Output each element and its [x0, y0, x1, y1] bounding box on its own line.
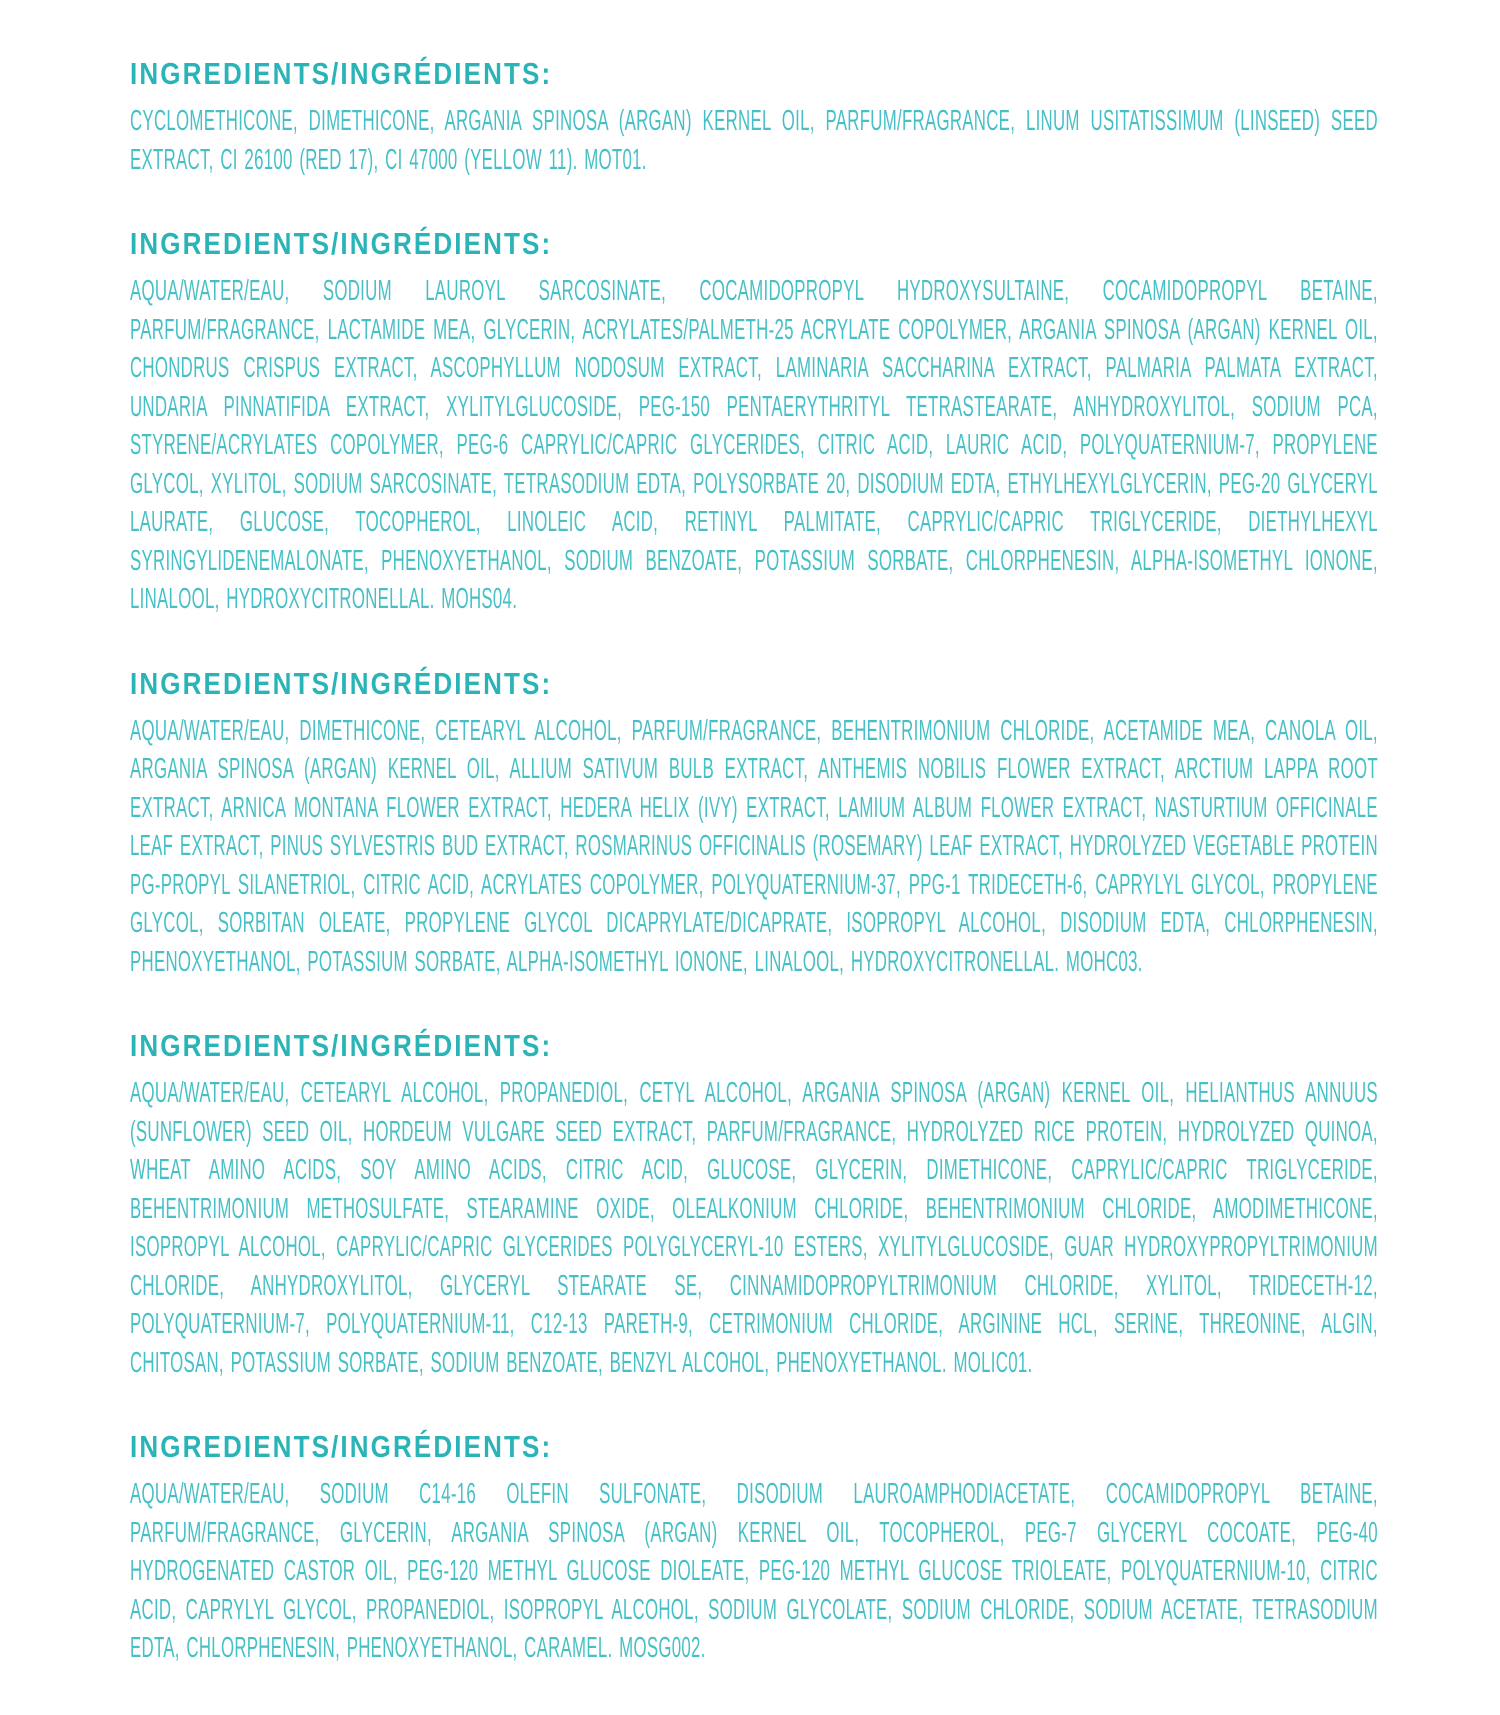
ingredients-section-1	[130, 56, 1378, 179]
ingredients-section-3	[130, 666, 1378, 982]
ingredients-text: AQUA/WATER/EAU, CETEARYL ALCOHOL, PROPANEDIOL, CETYL ALCOHOL, ARGANIA SPINOSA (ARGAN) KERNEL OIL, HELIANTHUS ANNUUS (SUNFLOWER) SEED OIL, HORDEUM VULGARE SEED EXTRACT, PARFUM/FRAGRANCE, HYDROLYZED RICE PROTEIN, HYDROLYZED QUINOA, WHEAT AMINO ACIDS, SOY AMINO ACIDS, CITRIC ACID, GLUCOSE, GLYCERIN, DIMETHICONE, CAPRYLIC/CAPRIC TRIGLYCERIDE, BEHENTRIMONIUM METHOSULFATE, STEARAMINE OXIDE, OLEALKONIUM CHLORIDE, BEHENTRIMONIUM CHLORIDE, AMODIMETHICONE, ISOPROPYL ALCOHOL, CAPRYLIC/CAPRIC GLYCERIDES POLYGLYCERYL-10 ESTERS, XYLITYLGLUCOSIDE, GUAR HYDROXYPROPYLTRIMONIUM CHLORIDE, ANHYDROXYLITOL, GLYCERYL STEARATE SE, CINNAMIDOPROPYLTRIMONIUM CHLORIDE, XYLITOL, TRIDECETH-12, POLYQUATERNIUM-7, POLYQUATERNIUM-11, C12-13 PARETH-9, CETRIMONIUM CHLORIDE, ARGININE HCL, SERINE, THREONINE, ALGIN, CHITOSAN, POTASSIUM SORBATE, SODIUM BENZOATE, BENZYL ALCOHOL, PHENOXYETHANOL. MOLIC01.	[130, 1077, 1378, 1379]
ingredients-section-2	[130, 226, 1378, 619]
section-heading: INGREDIENTS/INGRÉDIENTS:	[130, 56, 553, 91]
ingredients-label	[130, 56, 1378, 1715]
section-heading: INGREDIENTS/INGRÉDIENTS:	[130, 1429, 553, 1464]
ingredients-text: AQUA/WATER/EAU, SODIUM LAUROYL SARCOSINATE, COCAMIDOPROPYL HYDROXYSULTAINE, COCAMIDOPROPYL BETAINE, PARFUM/FRAGRANCE, LACTAMIDE MEA, GLYCERIN, ACRYLATES/PALMETH-25 ACRYLATE COPOLYMER, ARGANIA SPINOSA (ARGAN) KERNEL OIL, CHONDRUS CRISPUS EXTRACT, ASCOPHYLLUM NODOSUM EXTRACT, LAMINARIA SACCHARINA EXTRACT, PALMARIA PALMATA EXTRACT, UNDARIA PINNATIFIDA EXTRACT, XYLITYLGLUCOSIDE, PEG-150 PENTAERYTHRITYL TETRASTEARATE, ANHYDROXYLITOL, SODIUM PCA, STYRENE/ACRYLATES COPOLYMER, PEG-6 CAPRYLIC/CAPRIC GLYCERIDES, CITRIC ACID, LAURIC ACID, POLYQUATERNIUM-7, PROPYLENE GLYCOL, XYLITOL, SODIUM SARCOSINATE, TETRASODIUM EDTA, POLYSORBATE 20, DISODIUM EDTA, ETHYLHEXYLGLYCERIN, PEG-20 GLYCERYL LAURATE, GLUCOSE, TOCOPHEROL, LINOLEIC ACID, RETINYL PALMITATE, CAPRYLIC/CAPRIC TRIGLYCERIDE, DIETHYLHEXYL SYRINGYLIDENEMALONATE, PHENOXYETHANOL, SODIUM BENZOATE, POTASSIUM SORBATE, CHLORPHENESIN, ALPHA-ISOMETHYL IONONE, LINALOOL, HYDROXYCITRONELLAL. MOHS04.	[130, 275, 1378, 615]
ingredients-section-5	[130, 1429, 1378, 1668]
ingredients-section-4	[130, 1028, 1378, 1382]
section-heading: INGREDIENTS/INGRÉDIENTS:	[130, 665, 553, 701]
section-heading: INGREDIENTS/INGRÉDIENTS:	[130, 1028, 553, 1063]
ingredients-text: AQUA/WATER/EAU, DIMETHICONE, CETEARYL ALCOHOL, PARFUM/FRAGRANCE, BEHENTRIMONIUM CHLORIDE, ACETAMIDE MEA, CANOLA OIL, ARGANIA SPINOSA (ARGAN) KERNEL OIL, ALLIUM SATIVUM BULB EXTRACT, ANTHEMIS NOBILIS FLOWER EXTRACT, ARCTIUM LAPPA ROOT EXTRACT, ARNICA MONTANA FLOWER EXTRACT, HEDERA HELIX (IVY) EXTRACT, LAMIUM ALBUM FLOWER EXTRACT, NASTURTIUM OFFICINALE LEAF EXTRACT, PINUS SYLVESTRIS BUD EXTRACT, ROSMARINUS OFFICINALIS (ROSEMARY) LEAF EXTRACT, HYDROLYZED VEGETABLE PROTEIN PG-PROPYL SILANETRIOL, CITRIC ACID, ACRYLATES COPOLYMER, POLYQUATERNIUM-37, PPG-1 TRIDECETH-6, CAPRYLYL GLYCOL, PROPYLENE GLYCOL, SORBITAN OLEATE, PROPYLENE GLYCOL DICAPRYLATE/DICAPRATE, ISOPROPYL ALCOHOL, DISODIUM EDTA, CHLORPHENESIN, PHENOXYETHANOL, POTASSIUM SORBATE, ALPHA-ISOMETHYL IONONE, LINALOOL, HYDROXYCITRONELLAL. MOHC03.	[130, 714, 1378, 978]
ingredients-text: AQUA/WATER/EAU, SODIUM C14-16 OLEFIN SULFONATE, DISODIUM LAUROAMPHODIACETATE, COCAMIDOPROPYL BETAINE, PARFUM/FRAGRANCE, GLYCERIN, ARGANIA SPINOSA (ARGAN) KERNEL OIL, TOCOPHEROL, PEG-7 GLYCERYL COCOATE, PEG-40 HYDROGENATED CASTOR OIL, PEG-120 METHYL GLUCOSE DIOLEATE, PEG-120 METHYL GLUCOSE TRIOLEATE, POLYQUATERNIUM-10, CITRIC ACID, CAPRYLYL GLYCOL, PROPANEDIOL, ISOPROPYL ALCOHOL, SODIUM GLYCOLATE, SODIUM CHLORIDE, SODIUM ACETATE, TETRASODIUM EDTA, CHLORPHENESIN, PHENOXYETHANOL, CARAMEL. MOSG002.	[130, 1478, 1378, 1664]
ingredients-text: CYCLOMETHICONE, DIMETHICONE, ARGANIA SPINOSA (ARGAN) KERNEL OIL, PARFUM/FRAGRANCE, LINUM USITATISSIMUM (LINSEED) SEED EXTRACT, CI 26100 (RED 17), CI 47000 (YELLOW 11). MOT01.	[130, 105, 1378, 176]
section-heading: INGREDIENTS/INGRÉDIENTS:	[130, 226, 553, 261]
